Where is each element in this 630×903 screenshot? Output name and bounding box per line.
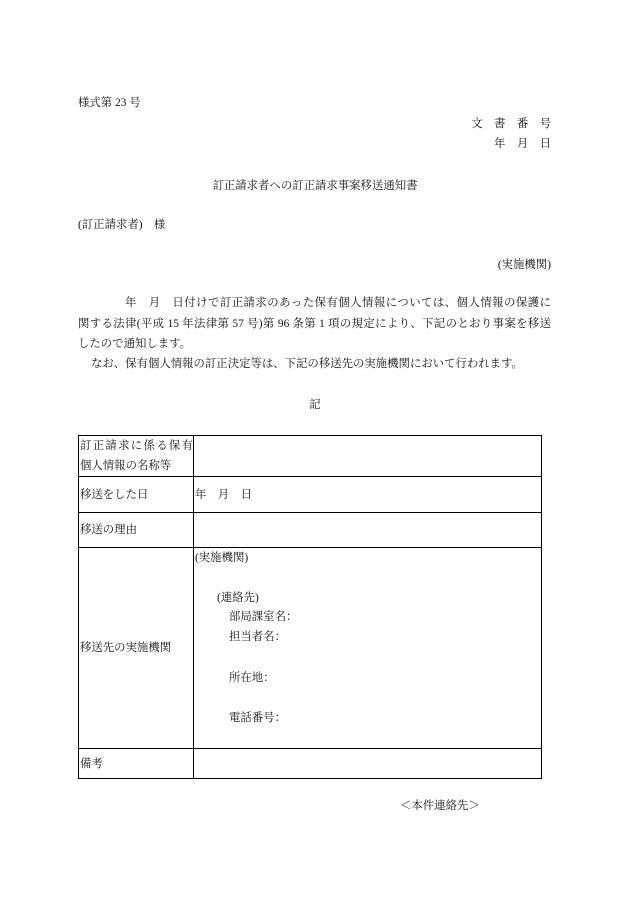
- reason-value: [194, 513, 541, 547]
- remarks-label: 備考: [79, 749, 194, 778]
- subject-label-line2: 個人情報の名称等: [80, 460, 172, 472]
- body-paragraph1-line3: したので通知します。: [78, 338, 191, 350]
- issuing-agency: (実施機関): [497, 259, 551, 271]
- destination-address: 所在地：: [229, 672, 275, 684]
- destination-department: 部局課室名：: [229, 611, 298, 623]
- reason-label: 移送の理由: [79, 513, 194, 547]
- transfer-date-label: 移送をした日: [79, 477, 194, 512]
- destination-agency: (実施機関): [195, 552, 249, 564]
- form-number: 様式第 23 号: [78, 97, 141, 109]
- remarks-value: [194, 749, 541, 778]
- table-row-transfer-date: [79, 477, 541, 513]
- addressee: (訂正請求者) 様: [78, 219, 166, 231]
- body-paragraph1-line1: 年 月 日付けで訂正請求のあった保有個人情報については、個人情報の保護に: [125, 297, 551, 309]
- table-row-subject: [79, 436, 541, 477]
- subject-label-line1: 訂正請求に係る保有: [80, 440, 193, 452]
- table-row-remarks: [79, 749, 541, 778]
- document-number-label: 文 書 番 号: [471, 118, 551, 130]
- table-row-reason: [79, 513, 541, 548]
- subject-value: [194, 436, 541, 476]
- subject-label: [79, 436, 194, 476]
- transfer-date-value: 年 月 日: [195, 488, 252, 501]
- destination-value: [194, 548, 541, 748]
- contact-footer: ＜本件連絡先＞: [400, 800, 480, 812]
- document-title: 訂正請求者への訂正請求事案移送通知書: [212, 180, 418, 192]
- destination-label: 移送先の実施機関: [79, 548, 194, 748]
- issue-date-label: 年 月 日: [494, 138, 551, 150]
- destination-person-in-charge: 担当者名：: [229, 631, 286, 643]
- destination-contact-heading: (連絡先): [217, 592, 259, 604]
- body-paragraph1-line2: 関する法律(平成 15 年法律第 57 号)第 96 条第 1 項の規定により、下記のとおり事案を移送: [78, 318, 551, 330]
- body-paragraph2: なお、保有個人情報の訂正決定等は、下記の移送先の実施機関において行われます。: [91, 358, 523, 370]
- destination-phone: 電話番号：: [229, 712, 286, 724]
- details-table: [78, 435, 542, 779]
- table-row-destination: [79, 548, 541, 749]
- ki-heading: 記: [309, 399, 321, 411]
